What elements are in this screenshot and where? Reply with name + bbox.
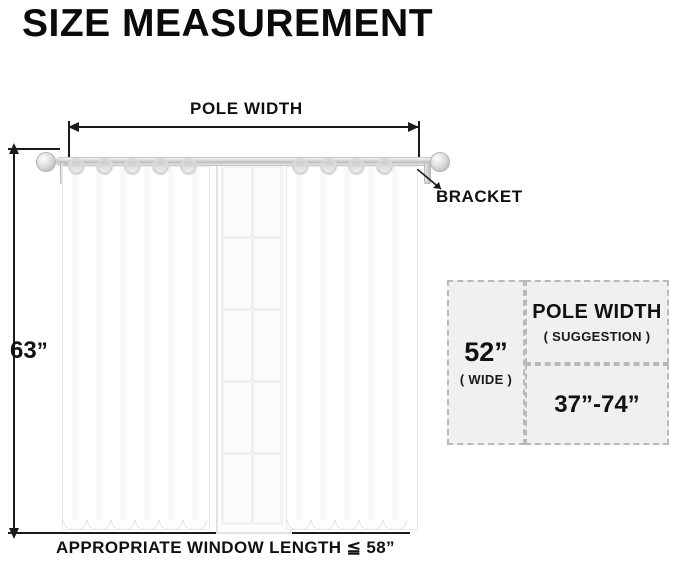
- table-cell-panel-width: [447, 280, 525, 445]
- panel-hem-left: [63, 520, 207, 530]
- bracket-label: BRACKET: [436, 187, 523, 206]
- height-number: 63: [10, 337, 37, 364]
- pole-width-label: POLE WIDTH: [190, 99, 303, 118]
- pole-width-range-value: 37”-74”: [554, 390, 640, 418]
- panel-width-note: ( WIDE ): [459, 371, 513, 387]
- window-glass: [221, 165, 283, 525]
- curtain-panel-left: [62, 166, 210, 530]
- grommet-inner-icon: [127, 161, 138, 172]
- grommet-inner-icon: [379, 161, 390, 172]
- grommet-inner-icon: [323, 161, 334, 172]
- panel-width-value: 52”: [464, 337, 508, 368]
- pole-width-note: ( SUGGESTION ): [543, 328, 651, 344]
- curtain-panel-right: [286, 166, 418, 530]
- table-cell-pole-width: [525, 280, 669, 364]
- grommet-inner-icon: [71, 161, 82, 172]
- table-cell-pole-width-range: [525, 364, 669, 445]
- pole-width-title: POLE WIDTH: [532, 300, 662, 323]
- window-length-caption: APPROPRIATE WINDOW LENGTH ≦ 58”: [56, 538, 395, 557]
- grommet-inner-icon: [351, 161, 362, 172]
- measurement-table: [447, 280, 669, 445]
- height-unit: ”: [36, 338, 48, 363]
- grommet-inner-icon: [295, 161, 306, 172]
- grommet-inner-icon: [99, 161, 110, 172]
- grommet-inner-icon: [183, 161, 194, 172]
- rod-finial-icon: [36, 152, 56, 172]
- panel-hem-right: [287, 520, 407, 530]
- grommet-inner-icon: [155, 161, 166, 172]
- page-title: SIZE MEASUREMENT: [22, 2, 434, 45]
- height-value-label: [10, 337, 48, 365]
